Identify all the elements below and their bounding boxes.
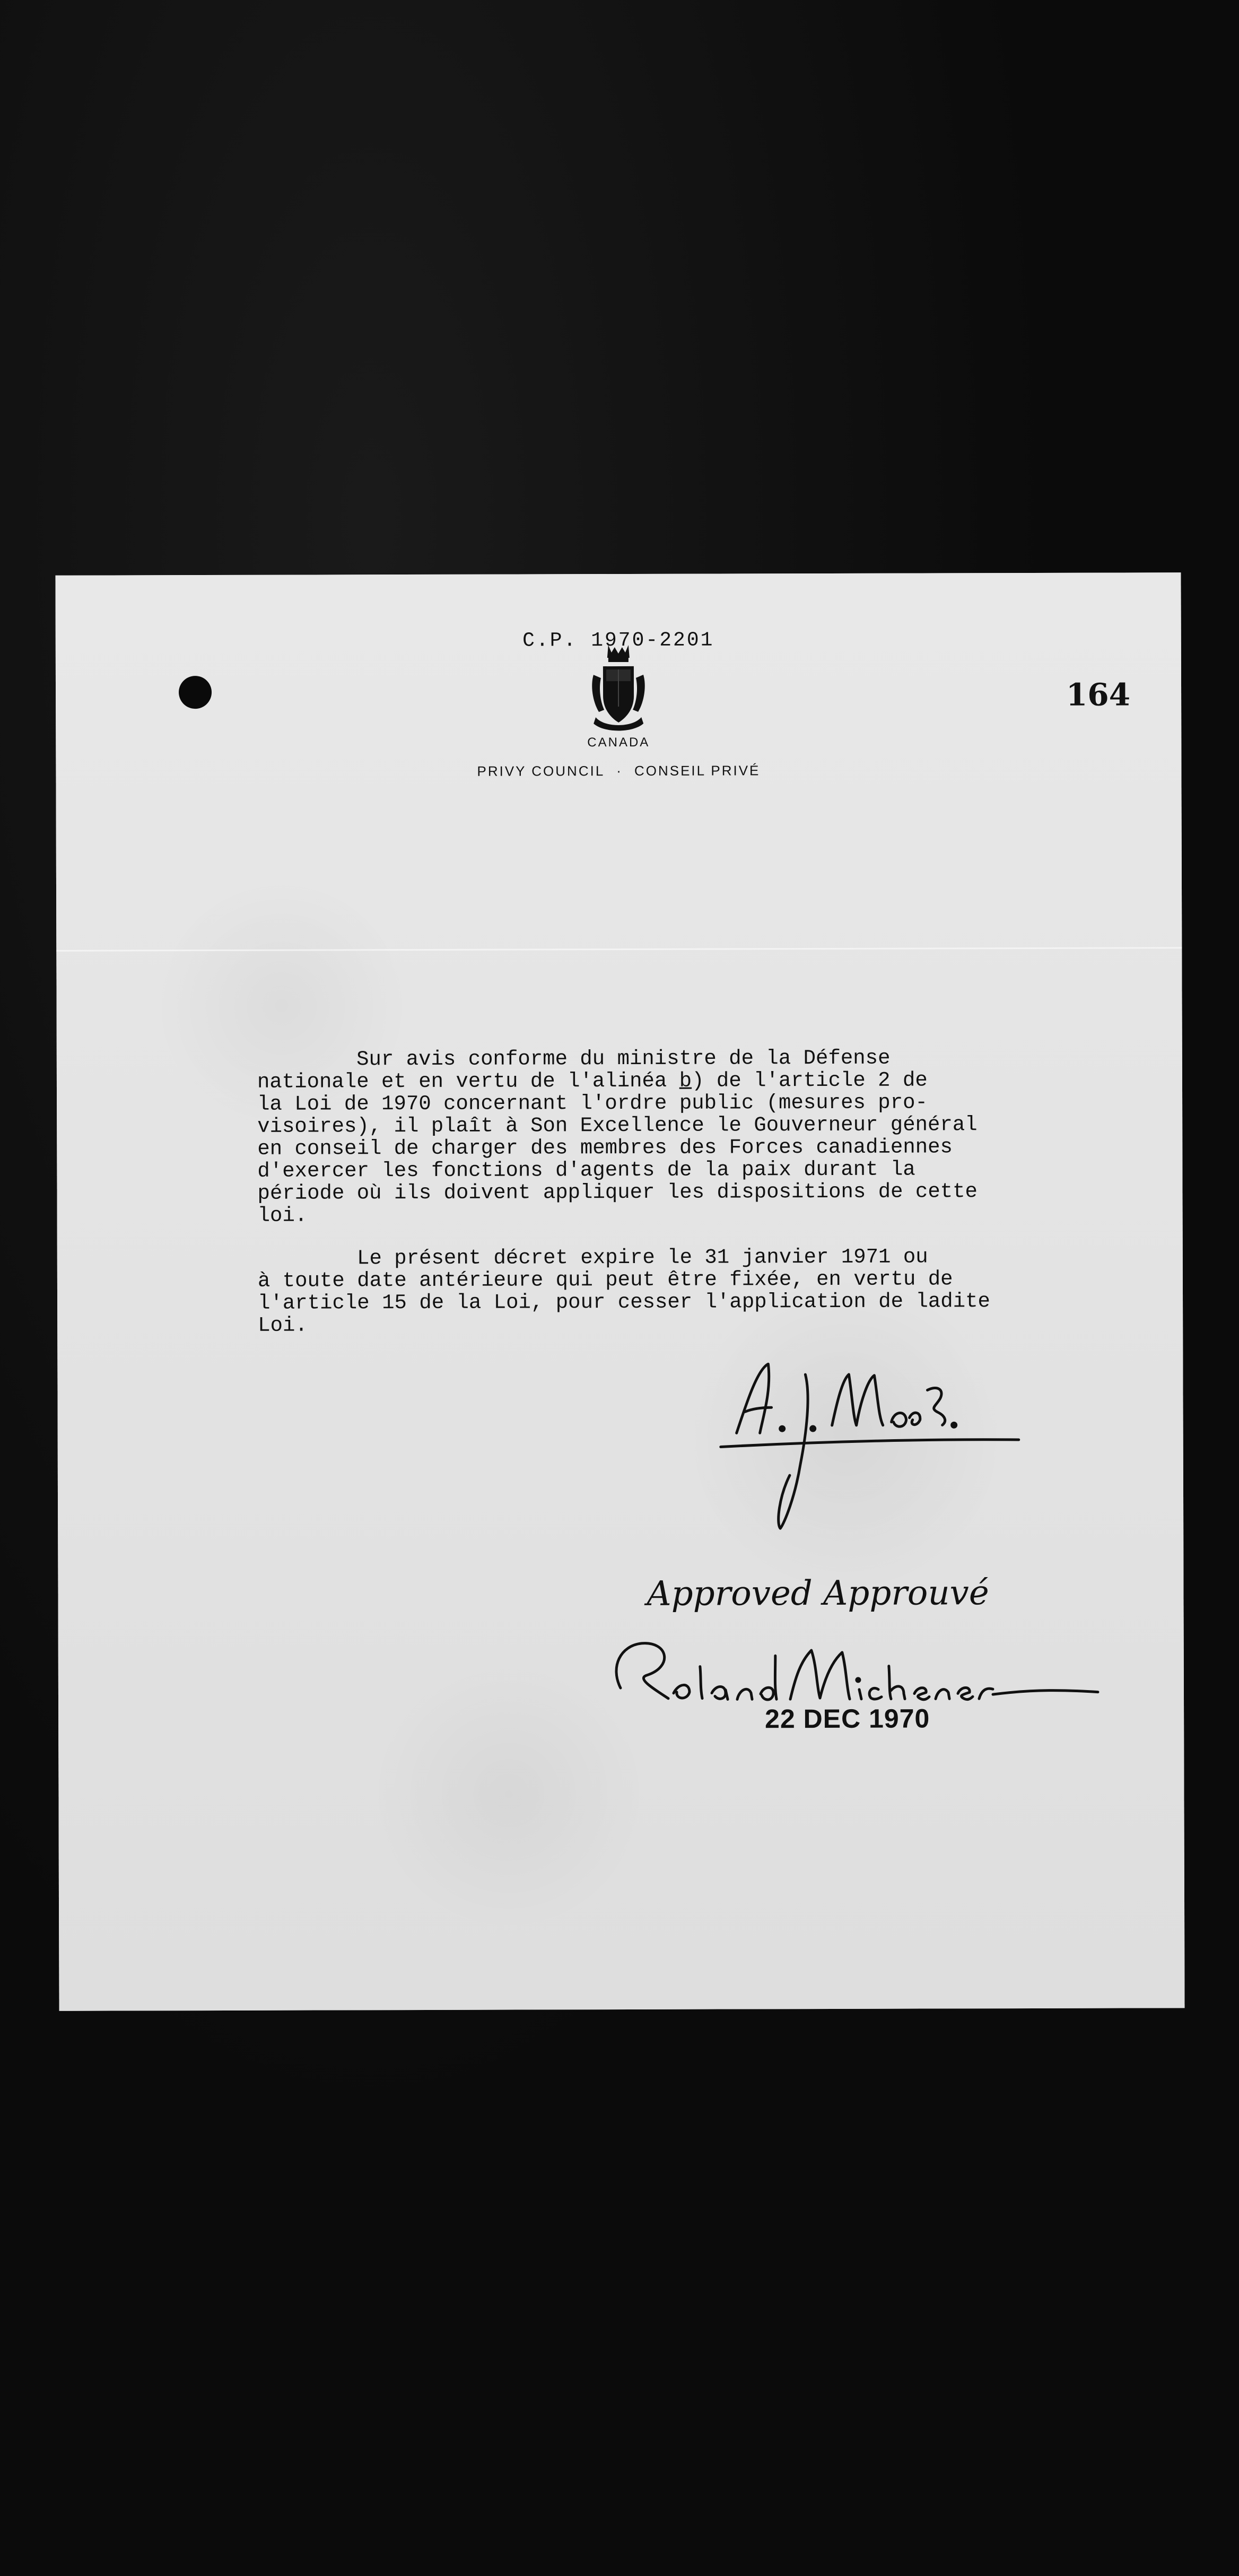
council-english: PRIVY COUNCIL — [477, 763, 605, 779]
council-separator: · — [616, 762, 623, 779]
order-number: C.P. 1970-2201 — [522, 629, 714, 652]
date-stamp: 22 DEC 1970 — [765, 1703, 930, 1734]
coat-of-arms-icon — [588, 643, 649, 732]
paragraph-line: l'article 15 de la Loi, pour cesser l'application de ladite — [257, 1290, 990, 1315]
punch-hole — [179, 676, 212, 709]
paragraph-line: Sur avis conforme du ministre de la Défense — [257, 1046, 891, 1072]
paragraph-line: nationale et en vertu de l'alinéa — [257, 1069, 679, 1094]
paragraph-line: période où ils doivent appliquer les dispositions de cette — [257, 1180, 978, 1205]
order-paragraph-1 — [257, 1047, 1106, 1227]
paragraph-line: en conseil de charger des membres des Forces canadiennes — [257, 1135, 953, 1161]
council-heading — [56, 761, 1181, 781]
paragraph-line: ) de l'article 2 de — [692, 1068, 928, 1093]
paragraph-line: à toute date antérieure qui peut être fixée, en vertu de — [257, 1267, 953, 1293]
page-number: 164 — [1066, 676, 1131, 713]
paragraph-line: Loi. — [258, 1313, 308, 1337]
paragraph-line: visoires), il plaît à Son Excellence le Gouverneur général — [257, 1113, 978, 1138]
governor-signature — [616, 1642, 1098, 1700]
paragraph-line: d'exercer les fonctions d'agents de la paix durant la — [257, 1158, 915, 1183]
clerk-signature — [720, 1363, 1019, 1528]
approval-text: Approved Approuvé — [647, 1573, 989, 1614]
order-paragraph-2 — [258, 1246, 1106, 1337]
paragraph-line: Le présent décret expire le 31 janvier 1971 ou — [257, 1245, 928, 1270]
fold-line — [56, 947, 1182, 952]
country-label: CANADA — [587, 735, 650, 750]
council-french: CONSEIL PRIVÉ — [634, 762, 761, 779]
paragraph-line-underlined: b — [679, 1069, 692, 1093]
document-page — [55, 572, 1184, 2011]
paragraph-line: loi. — [257, 1204, 308, 1228]
paragraph-line: la Loi de 1970 concernant l'ordre public (mesures pro- — [257, 1091, 928, 1116]
